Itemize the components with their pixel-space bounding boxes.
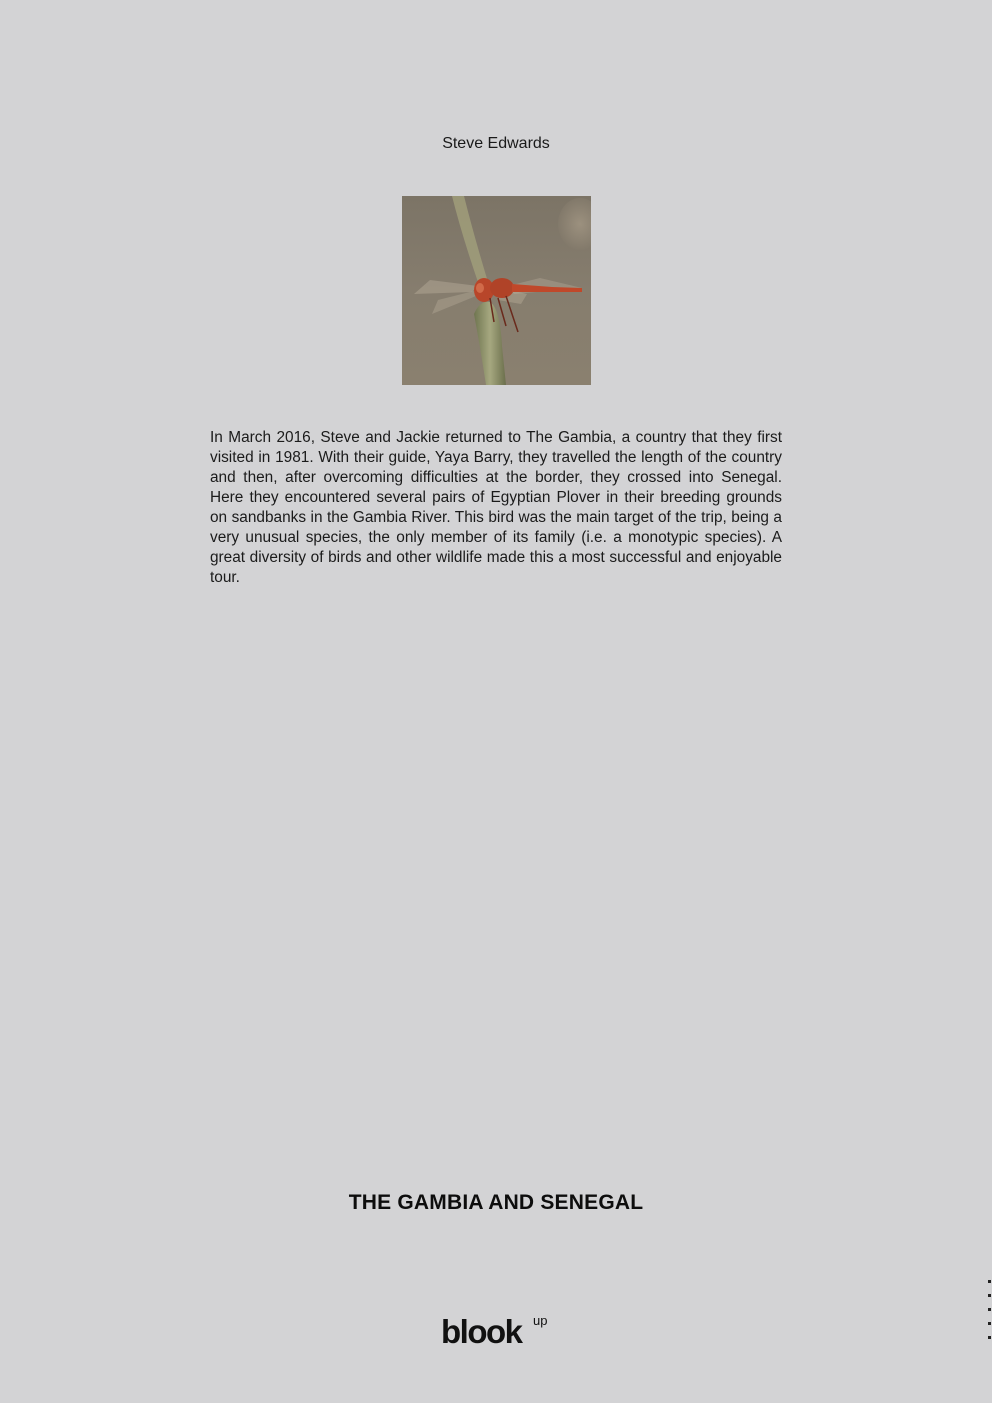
cover-photo (402, 196, 591, 385)
book-description: In March 2016, Steve and Jackie returned to The Gambia, a country that they first visited in 1981. With their guide, Yaya Barry, they travelled the length of the country and then, after overcoming difficulties at the border, they crossed into Senegal. Here they encountered several pairs of Egyptian Plover in their breeding grounds on sandbanks in the Gambia River. This bird was the main target of the trip, being a very unusual species, the only member of its family (i.e. a monotypic species). A great diversity of birds and other wildlife made this a most successful and enjoyable tour. (210, 429, 782, 586)
author-name: Steve Edwards (442, 135, 550, 152)
book-title: THE GAMBIA AND SENEGAL (348, 1191, 644, 1214)
publisher-logo-word: blook (441, 1313, 522, 1350)
crop-mark (988, 1336, 991, 1339)
crop-mark (988, 1294, 991, 1297)
crop-mark (988, 1308, 991, 1311)
publisher-logo-superscript: up (533, 1313, 548, 1328)
dragonfly-image (402, 196, 591, 385)
crop-mark (988, 1280, 991, 1283)
crop-mark (988, 1322, 991, 1325)
publisher-logo (441, 1314, 561, 1350)
crop-marks (988, 1280, 992, 1350)
